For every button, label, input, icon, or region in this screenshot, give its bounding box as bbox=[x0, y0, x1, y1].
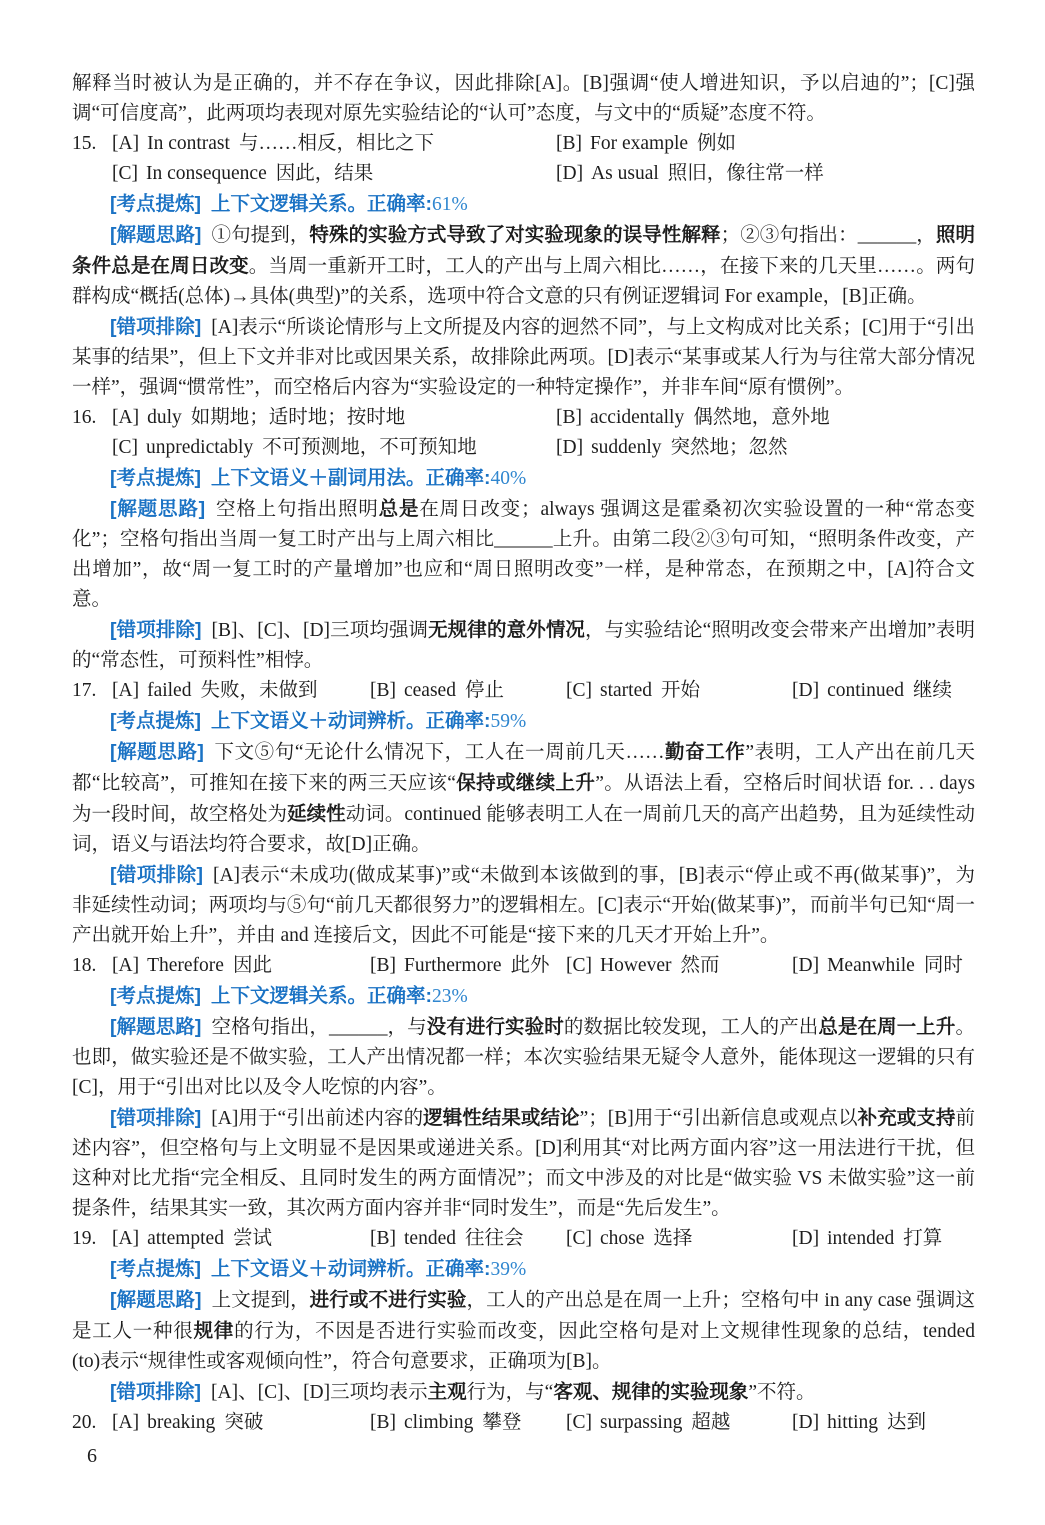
option-cn: 达到 bbox=[887, 1412, 927, 1433]
option-cn: 攀登 bbox=[482, 1412, 522, 1433]
jieti-label: [解题思路] bbox=[110, 498, 206, 520]
option-key: [A] bbox=[112, 133, 140, 154]
option-en: suddenly bbox=[591, 437, 662, 458]
cuoxiang-text bbox=[72, 317, 975, 398]
option-key: [B] bbox=[370, 1228, 396, 1249]
option-cn: 因此 bbox=[232, 955, 272, 976]
option-en: started bbox=[600, 680, 652, 701]
option-en: Furthermore bbox=[404, 955, 502, 976]
option-key: [A] bbox=[112, 955, 140, 976]
option-en: attempted bbox=[147, 1228, 224, 1249]
page-number: 6 bbox=[87, 1445, 97, 1467]
text-segment: 延续性 bbox=[287, 803, 346, 825]
option-a bbox=[112, 1224, 370, 1254]
option-b bbox=[370, 676, 566, 706]
option-d bbox=[556, 433, 975, 463]
option-c bbox=[112, 159, 556, 189]
option-cn: 不可预测地，不可预知地 bbox=[262, 437, 477, 458]
option-cn: 尝试 bbox=[232, 1228, 272, 1249]
spacer bbox=[72, 159, 112, 189]
option-cn: 然而 bbox=[680, 955, 720, 976]
option-key: [D] bbox=[792, 1412, 820, 1433]
jieti-label: [解题思路] bbox=[110, 741, 204, 763]
kaodian-line bbox=[72, 981, 975, 1012]
jieti-label: [解题思路] bbox=[110, 224, 202, 246]
text-segment: [B]、[C]、[D]三项均强调 bbox=[211, 620, 429, 641]
text-segment: 勤奋工作 bbox=[664, 741, 746, 763]
kaodian-text: 上下文逻辑关系。正确率: bbox=[211, 193, 432, 215]
question-number: 17. bbox=[72, 680, 97, 701]
text-segment: ；②③句指出：______， bbox=[720, 225, 936, 246]
text-segment: 空格上句指出照明 bbox=[215, 499, 379, 520]
jieti-label: [解题思路] bbox=[110, 1289, 202, 1311]
option-key: [C] bbox=[112, 437, 138, 458]
text-segment: 客观、规律的实验现象 bbox=[553, 1381, 749, 1403]
jieti-paragraph bbox=[72, 494, 975, 615]
option-b bbox=[556, 129, 975, 159]
option-en: For example bbox=[590, 133, 689, 154]
text-segment: 在周日改变；always 强调这是霍桑初次实验设置的一种“常态变化”；空格句指出当周一复工时产出与上周六相比______上升。由第二段②③句可知，“照明条件改变，产出增加”，故“周一复工时的产量增加”也应和“周日照明改变”一样，是种常态，在预期之中，[A]符合文意。 bbox=[72, 499, 975, 610]
option-key: [D] bbox=[792, 680, 820, 701]
option-en: intended bbox=[827, 1228, 895, 1249]
option-cn: 偶然地，意外地 bbox=[693, 407, 830, 428]
option-en: continued bbox=[827, 680, 904, 701]
option-cn: 停止 bbox=[464, 680, 504, 701]
kaodian-label: [考点提炼] bbox=[110, 1258, 201, 1280]
cuoxiang-paragraph bbox=[72, 860, 975, 951]
intro-paragraph bbox=[72, 69, 975, 129]
jieti-text bbox=[72, 742, 975, 855]
option-cn: 照旧，像往常一样 bbox=[667, 163, 824, 184]
cuoxiang-label: [错项排除] bbox=[110, 864, 203, 886]
option-key: [B] bbox=[556, 133, 582, 154]
text-segment: 总是在周一上升 bbox=[818, 1016, 956, 1038]
text-segment: ，工人的产出总是在周一上升；空格句中 in any case 强调这是工人一种很 bbox=[72, 1290, 975, 1342]
option-cn: 例如 bbox=[697, 133, 737, 154]
option-key: [C] bbox=[566, 680, 592, 701]
options-row bbox=[72, 951, 975, 981]
option-key: [D] bbox=[792, 955, 820, 976]
options-row bbox=[72, 676, 975, 706]
option-cn: 开始 bbox=[660, 680, 700, 701]
text-segment: [A]表示“未成功(做成某事)”或“未做到本该做到的事，[B]表示“停止或不再(做某事)”，为非延续性动词；两项均与⑤句“前几天都很努力”的逻辑相左。[C]表示“开始(做某事)”，而前半句已知“周一产出就开始上升”，并由 and 连接后文，因此不可能是“接下来的几天才开始上升”。 bbox=[72, 865, 975, 946]
text-segment: 总是 bbox=[378, 498, 420, 520]
option-b bbox=[370, 1224, 566, 1254]
options-row bbox=[72, 403, 975, 463]
question-number: 15. bbox=[72, 133, 97, 154]
option-en: However bbox=[600, 955, 672, 976]
option-en: tended bbox=[404, 1228, 456, 1249]
option-en: chose bbox=[600, 1228, 645, 1249]
cuoxiang-paragraph bbox=[72, 615, 975, 676]
kaodian-rate: 40% bbox=[490, 468, 527, 489]
option-c bbox=[566, 676, 792, 706]
text-segment: 照明条件总是在周日改变 bbox=[72, 224, 975, 277]
cuoxiang-label: [错项排除] bbox=[110, 316, 202, 338]
cuoxiang-paragraph bbox=[72, 1103, 975, 1224]
option-en: breaking bbox=[147, 1412, 216, 1433]
question-15 bbox=[72, 129, 975, 403]
option-cn: 失败，未做到 bbox=[200, 680, 318, 701]
kaodian-text: 上下文逻辑关系。正确率: bbox=[211, 985, 432, 1007]
kaodian-rate: 59% bbox=[490, 711, 527, 732]
option-b bbox=[370, 951, 566, 981]
option-en: failed bbox=[147, 680, 192, 701]
kaodian-rate: 61% bbox=[432, 194, 468, 215]
option-cn: 此外 bbox=[510, 955, 550, 976]
option-cn: 突然地；忽然 bbox=[670, 437, 788, 458]
kaodian-text: 上下文语义＋动词辨析。正确率: bbox=[211, 1258, 491, 1280]
option-b bbox=[370, 1408, 566, 1438]
text-segment: 下文⑤句“无论什么情况下，工人在一周前几天…… bbox=[213, 742, 665, 763]
text-segment: [A]表示“所谈论情形与上文所提及内容的迥然不同”，与上文构成对比关系；[C]用于“引出某事的结果”，但上下文并非对比或因果关系，故排除此两项。[D]表示“某事或某人行为与往常大部分情况一样”，强调“惯常性”，而空格后内容为“实验设定的一种特定操作”，并非车间“原有惯例”。 bbox=[72, 317, 975, 398]
text-segment: 没有进行实验时 bbox=[426, 1016, 564, 1038]
question-16 bbox=[72, 403, 975, 676]
text-segment: ”；[B]用于“引出新信息或观点以 bbox=[579, 1108, 858, 1129]
jieti-paragraph bbox=[72, 1012, 975, 1103]
text-segment: ”不符。 bbox=[748, 1382, 816, 1403]
text-segment: 保持或继续上升 bbox=[455, 772, 596, 794]
text-segment: 无规律的意外情况 bbox=[428, 619, 586, 641]
jieti-text bbox=[72, 225, 975, 307]
text-segment: 规律 bbox=[193, 1320, 235, 1342]
kaodian-label: [考点提炼] bbox=[110, 710, 201, 732]
option-cn: 如期地；适时地；按时地 bbox=[190, 407, 406, 428]
text-segment: 主观 bbox=[427, 1381, 467, 1403]
kaodian-line bbox=[72, 706, 975, 737]
text-segment: 特殊的实验方式导致了对实验现象的误导性解释 bbox=[309, 224, 721, 246]
jieti-label: [解题思路] bbox=[110, 1016, 202, 1038]
option-en: climbing bbox=[404, 1412, 474, 1433]
option-en: Meanwhile bbox=[827, 955, 915, 976]
option-key: [D] bbox=[556, 437, 584, 458]
cuoxiang-text bbox=[72, 620, 975, 671]
text-segment: 空格句指出，______，与 bbox=[211, 1017, 427, 1038]
option-key: [A] bbox=[112, 1412, 140, 1433]
kaodian-label: [考点提炼] bbox=[110, 467, 201, 489]
option-cn: 打算 bbox=[903, 1228, 943, 1249]
option-en: accidentally bbox=[590, 407, 685, 428]
question-18 bbox=[72, 951, 975, 1224]
option-b bbox=[556, 403, 975, 433]
text-segment: ”表明，工人产出在前几天都“比较高”，可推知在接下来的两三天应该“ bbox=[72, 742, 976, 794]
option-en: duly bbox=[147, 407, 182, 428]
jieti-paragraph bbox=[72, 1285, 975, 1377]
question-number: 20. bbox=[72, 1412, 97, 1433]
option-d bbox=[792, 951, 975, 981]
option-key: [C] bbox=[566, 955, 592, 976]
cuoxiang-text bbox=[72, 1108, 975, 1219]
option-key: [B] bbox=[370, 955, 396, 976]
option-key: [C] bbox=[566, 1412, 592, 1433]
text-segment: ，与实验结论“照明改变会带来产出增加”表明的“常态性，可预料性”相悖。 bbox=[72, 620, 975, 671]
option-key: [A] bbox=[112, 1228, 140, 1249]
option-cn: 突破 bbox=[224, 1412, 264, 1433]
option-en: In consequence bbox=[146, 163, 267, 184]
option-cn: 往往会 bbox=[464, 1228, 524, 1249]
option-d bbox=[792, 1224, 975, 1254]
kaodian-rate: 23% bbox=[432, 986, 468, 1007]
cuoxiang-text bbox=[72, 865, 975, 946]
option-key: [A] bbox=[112, 680, 140, 701]
question-20 bbox=[72, 1408, 975, 1438]
option-cn: 同时 bbox=[923, 955, 963, 976]
options-row bbox=[72, 129, 975, 189]
option-d bbox=[556, 159, 975, 189]
kaodian-rate: 39% bbox=[490, 1259, 527, 1280]
jieti-text bbox=[72, 1017, 975, 1098]
jieti-paragraph bbox=[72, 737, 975, 860]
option-a bbox=[112, 403, 556, 433]
text-segment: 补充或支持 bbox=[857, 1107, 956, 1129]
cuoxiang-label: [错项排除] bbox=[110, 1107, 202, 1129]
option-cn: 继续 bbox=[912, 680, 952, 701]
text-segment: 。当周一重新开工时，工人的产出与上周六相比……，在接下来的几天里……。两句群构成“概括(总体)→具体(典型)”的关系，选项中符合文意的只有例证逻辑词 For example，[B]正确。 bbox=[72, 256, 975, 307]
text-segment: 。也即，做实验还是不做实验，工人产出情况都一样；本次实验结果无疑令人意外，能体现这一逻辑的只有[C]，用于“引出对比以及令人吃惊的内容”。 bbox=[72, 1017, 975, 1098]
text-segment: 动词。continued 能够表明工人在一周前几天的高产出趋势，且为延续性动词，语义与语法均符合要求，故[D]正确。 bbox=[72, 804, 975, 855]
option-en: Therefore bbox=[147, 955, 224, 976]
text-segment: ”。从语法上看，空格后时间状语 for. . . days 为一段时间，故空格处为 bbox=[72, 773, 975, 825]
jieti-paragraph bbox=[72, 220, 975, 312]
option-key: [D] bbox=[792, 1228, 820, 1249]
cuoxiang-label: [错项排除] bbox=[110, 1381, 201, 1403]
cuoxiang-label: [错项排除] bbox=[110, 619, 202, 641]
question-number: 19. bbox=[72, 1228, 97, 1249]
spacer bbox=[72, 433, 112, 463]
jieti-text bbox=[72, 1290, 975, 1372]
option-c bbox=[112, 433, 556, 463]
option-c bbox=[566, 1408, 792, 1438]
text-segment: 的行为，不因是否进行实验而改变，因此空格句是对上文规律性现象的总结，tended (to)表示“规律性或客观倾向性”，符合句意要求，正确项为[B]。 bbox=[72, 1321, 975, 1372]
text-segment: 行为，与“ bbox=[466, 1382, 554, 1403]
option-a bbox=[112, 951, 370, 981]
option-d bbox=[792, 676, 975, 706]
option-key: [D] bbox=[556, 163, 584, 184]
option-cn: 因此，结果 bbox=[275, 163, 374, 184]
option-a bbox=[112, 129, 556, 159]
option-a bbox=[112, 1408, 370, 1438]
options-row bbox=[72, 1408, 975, 1438]
option-en: ceased bbox=[404, 680, 456, 701]
option-cn: 选择 bbox=[653, 1228, 693, 1249]
jieti-text bbox=[72, 499, 975, 610]
option-key: [A] bbox=[112, 407, 140, 428]
option-en: unpredictably bbox=[146, 437, 254, 458]
option-c bbox=[566, 1224, 792, 1254]
cuoxiang-paragraph bbox=[72, 312, 975, 403]
text-segment: 进行或不进行实验 bbox=[309, 1289, 467, 1311]
option-c bbox=[566, 951, 792, 981]
text-segment: 上文提到， bbox=[211, 1290, 310, 1311]
option-cn: 超越 bbox=[691, 1412, 731, 1433]
option-d bbox=[792, 1408, 975, 1438]
kaodian-text: 上下文语义＋动词辨析。正确率: bbox=[211, 710, 491, 732]
option-en: As usual bbox=[591, 163, 659, 184]
text-segment: 的数据比较发现，工人的产出 bbox=[563, 1017, 819, 1038]
kaodian-label: [考点提炼] bbox=[110, 985, 201, 1007]
option-en: In contrast bbox=[147, 133, 230, 154]
text-segment: [A]、[C]、[D]三项均表示 bbox=[211, 1382, 428, 1403]
question-19 bbox=[72, 1224, 975, 1408]
kaodian-line bbox=[72, 1254, 975, 1285]
kaodian-line bbox=[72, 463, 975, 494]
option-cn: 与……相反，相比之下 bbox=[238, 133, 434, 154]
question-number: 18. bbox=[72, 955, 97, 976]
option-key: [C] bbox=[112, 163, 138, 184]
option-key: [B] bbox=[556, 407, 582, 428]
option-en: hitting bbox=[827, 1412, 878, 1433]
text-segment: ①句提到， bbox=[211, 225, 310, 246]
question-number: 16. bbox=[72, 407, 97, 428]
cuoxiang-paragraph bbox=[72, 1377, 975, 1408]
text-segment: 前述内容”，但空格句与上文明显不是因果或递进关系。[D]利用其“对比两方面内容”这一用法进行干扰，但这种对比尤指“完全相反、且同时发生的两方面情况”；而文中涉及的对比是“做实验 VS 未做实验”这一前提条件，结果其实一致，其次两方面内容并非“同时发生”，而是“先后发生”。 bbox=[72, 1108, 975, 1219]
kaodian-label: [考点提炼] bbox=[110, 193, 201, 215]
cuoxiang-text bbox=[211, 1382, 815, 1403]
option-key: [B] bbox=[370, 1412, 396, 1433]
question-17 bbox=[72, 676, 975, 951]
option-en: surpassing bbox=[600, 1412, 683, 1433]
text-segment: [A]用于“引出前述内容的 bbox=[211, 1108, 424, 1129]
option-key: [B] bbox=[370, 680, 396, 701]
options-row bbox=[72, 1224, 975, 1254]
kaodian-line bbox=[72, 189, 975, 220]
text-segment: 逻辑性结果或结论 bbox=[423, 1107, 580, 1129]
text-segment: 解释当时被认为是正确的，并不存在争议，因此排除[A]。[B]强调“使人增进知识，予以启迪的”；[C]强调“可信度高”，此两项均表现对原先实验结论的“认可”态度，与文中的“质疑”态度不符。 bbox=[72, 73, 975, 124]
option-key: [C] bbox=[566, 1228, 592, 1249]
option-a bbox=[112, 676, 370, 706]
kaodian-text: 上下文语义＋副词用法。正确率: bbox=[211, 467, 491, 489]
